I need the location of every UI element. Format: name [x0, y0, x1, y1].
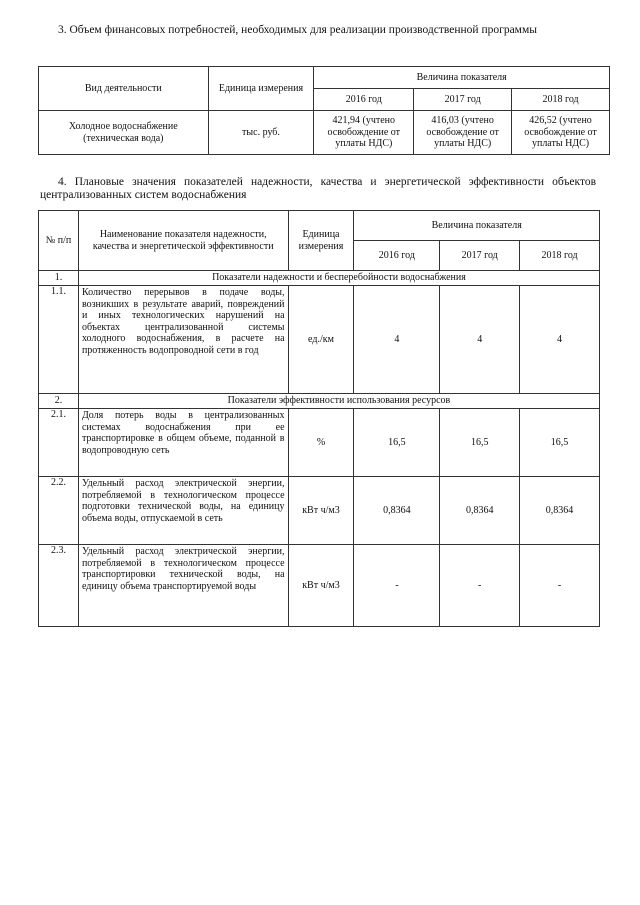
header-year: 2018 год	[520, 241, 600, 271]
header-name: Наименование показателя надежности, качества и энергетической эффективности	[78, 211, 288, 271]
header-year: 2017 год	[414, 89, 512, 111]
row-value: 0,8364	[520, 477, 600, 545]
row-unit: %	[288, 409, 354, 477]
row-value: -	[440, 545, 520, 627]
row-unit: ед./км	[288, 286, 354, 394]
row-value: 416,03 (учтено освобождение от уплаты НДС)	[414, 111, 512, 155]
row-name: Количество перерывов в подаче воды, возникших в результате аварий, повреждений и иных технологических нарушений на объектах централизованной системы холодного водоснабжения, в расчете на протяженность водопроводной сети в год	[78, 286, 288, 394]
row-value: 426,52 (учтено освобождение от уплаты НДС)	[512, 111, 610, 155]
row-unit: кВт ч/м3	[288, 545, 354, 627]
group-title: Показатели надежности и бесперебойности водоснабжения	[78, 271, 599, 286]
section-4-heading: 4. Плановые значения показателей надежности, качества и энергетической эффективности объектов централизованных систем водоснабжения	[40, 176, 596, 201]
row-name: Удельный расход электрической энергии, потребляемой в технологическом процессе транспортировки технической воды, на единицу объема транспортируемой воды	[78, 545, 288, 627]
header-unit: Единица измерения	[208, 67, 314, 111]
header-activity: Вид деятельности	[39, 67, 209, 111]
row-name: Удельный расход электрической энергии, потребляемой в технологическом процессе подготовки технической воды, на единицу объема воды, отпускаемой в сеть	[78, 477, 288, 545]
group-title: Показатели эффективности использования ресурсов	[78, 394, 599, 409]
group-num: 2.	[39, 394, 79, 409]
row-value: 4	[520, 286, 600, 394]
header-num: № п/п	[39, 211, 79, 271]
row-unit: тыс. руб.	[208, 111, 314, 155]
row-value: -	[354, 545, 440, 627]
row-value: 0,8364	[354, 477, 440, 545]
row-value: -	[520, 545, 600, 627]
row-value: 16,5	[440, 409, 520, 477]
row-value: 16,5	[520, 409, 600, 477]
row-value: 4	[440, 286, 520, 394]
row-num: 2.2.	[39, 477, 79, 545]
financial-needs-table	[38, 66, 610, 155]
row-num: 1.1.	[39, 286, 79, 394]
row-num: 2.1.	[39, 409, 79, 477]
header-year: 2016 год	[314, 89, 414, 111]
row-name: Доля потерь воды в централизованных системах водоснабжения при ее транспортировке в общем объеме, поданной в водопроводную сеть	[78, 409, 288, 477]
header-year: 2017 год	[440, 241, 520, 271]
row-value: 0,8364	[440, 477, 520, 545]
indicators-table	[38, 210, 600, 627]
header-value: Величина показателя	[354, 211, 600, 241]
section-3-heading: 3. Объем финансовых потребностей, необходимых для реализации производственной программы	[58, 24, 537, 36]
row-unit: кВт ч/м3	[288, 477, 354, 545]
header-unit: Единица измерения	[288, 211, 354, 271]
row-num: 2.3.	[39, 545, 79, 627]
row-value: 4	[354, 286, 440, 394]
group-num: 1.	[39, 271, 79, 286]
row-value: 421,94 (учтено освобождение от уплаты НДС)	[314, 111, 414, 155]
header-year: 2016 год	[354, 241, 440, 271]
row-value: 16,5	[354, 409, 440, 477]
row-activity: Холодное водоснабжение (техническая вода)	[39, 111, 209, 155]
header-year: 2018 год	[512, 89, 610, 111]
header-value: Величина показателя	[314, 67, 610, 89]
